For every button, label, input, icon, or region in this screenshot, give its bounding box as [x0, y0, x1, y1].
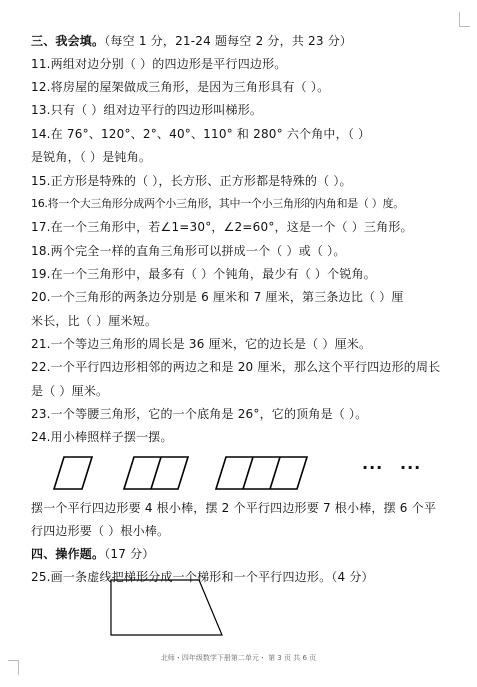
trapezoid-figure	[104, 578, 229, 638]
section-4-title: 四、操作题。	[31, 547, 105, 561]
question-24-stick-blank: 行四边形要（ ）根小棒。	[31, 524, 170, 538]
continuation-dots-1: ···	[362, 458, 384, 477]
question-25: 25.画一条虚线把梯形分成一个梯形和一个平行四边形。（4 分）	[31, 570, 374, 584]
parallelogram-pattern-2	[124, 457, 188, 489]
continuation-dots-2: ···	[400, 458, 422, 477]
question-23: 23.一个等腰三角形，它的一个底角是 26°，它的顶角是（ ）。	[31, 407, 368, 421]
question-24: 24.用小棒照样子摆一摆。	[31, 430, 173, 444]
section-4-heading	[31, 546, 471, 562]
question-19: 19.在一个三角形中，最多有（ ）个钝角，最少有（ ）个锐角。	[31, 267, 376, 281]
question-21: 21.一个等边三角形的周长是 36 厘米，它的边长是（ ）厘米。	[31, 337, 372, 351]
question-18: 18.两个完全一样的直角三角形可以拼成一个（ ）或（ ）。	[31, 244, 346, 258]
question-13: 13.只有（ ）组对边平行的四边形叫梯形。	[31, 103, 263, 117]
question-15: 15.正方形是特殊的（ ），长方形、正方形都是特殊的（ ）。	[31, 174, 352, 188]
question-20: 20.一个三角形的两条边分别是 6 厘米和 7 厘米，第三条边比（ ）厘	[31, 290, 404, 304]
question-12: 12.将房屋的屋架做成三角形，是因为三角形具有（ ）。	[31, 80, 330, 94]
corner-mark-top-right	[459, 12, 470, 27]
question-17: 17.在一个三角形中，若∠1=30°，∠2=60°，这是一个（ ）三角形。	[31, 220, 413, 234]
parallelogram-pattern-1	[54, 457, 92, 489]
question-24-stick-text: 摆一个平行四边形要 4 根小棒，摆 2 个平行四边形要 7 根小棒，摆 6 个平	[31, 501, 437, 515]
question-22: 22.一个平行四边形相邻的两边之和是 20 厘米，那么这个平行四边形的周长	[31, 360, 441, 374]
stick-parallelogram-sequence	[52, 455, 352, 495]
question-22-cont: 是（ ）厘米。	[31, 384, 109, 398]
question-14: 14.在 76°、120°、2°、40°、110° 和 280° 六个角中，（ ）	[31, 127, 371, 141]
parallelogram-pattern-3	[216, 457, 307, 489]
section-3-heading	[31, 33, 471, 49]
question-14-cont: 是锐角，（ ）是钝角。	[31, 150, 152, 164]
section-3-score-note: （每空 1 分，21-24 题每空 2 分，共 23 分）	[104, 34, 353, 48]
section-3-title: 三、我会填。	[31, 34, 105, 48]
question-11: 11.两组对边分别（ ）的四边形是平行四边形。	[31, 57, 287, 71]
section-4-score-note: （17 分）	[104, 547, 155, 561]
question-20-cont: 米长，比（ ）厘米短。	[31, 314, 158, 328]
question-16: 16.将一个大三角形分成两个小三角形，其中一个小三角形的内角和是（ ）度。	[31, 197, 404, 210]
page-footer: 北师・四年级数学下册第二单元・ 第 3 页 共 6 页	[160, 654, 317, 662]
